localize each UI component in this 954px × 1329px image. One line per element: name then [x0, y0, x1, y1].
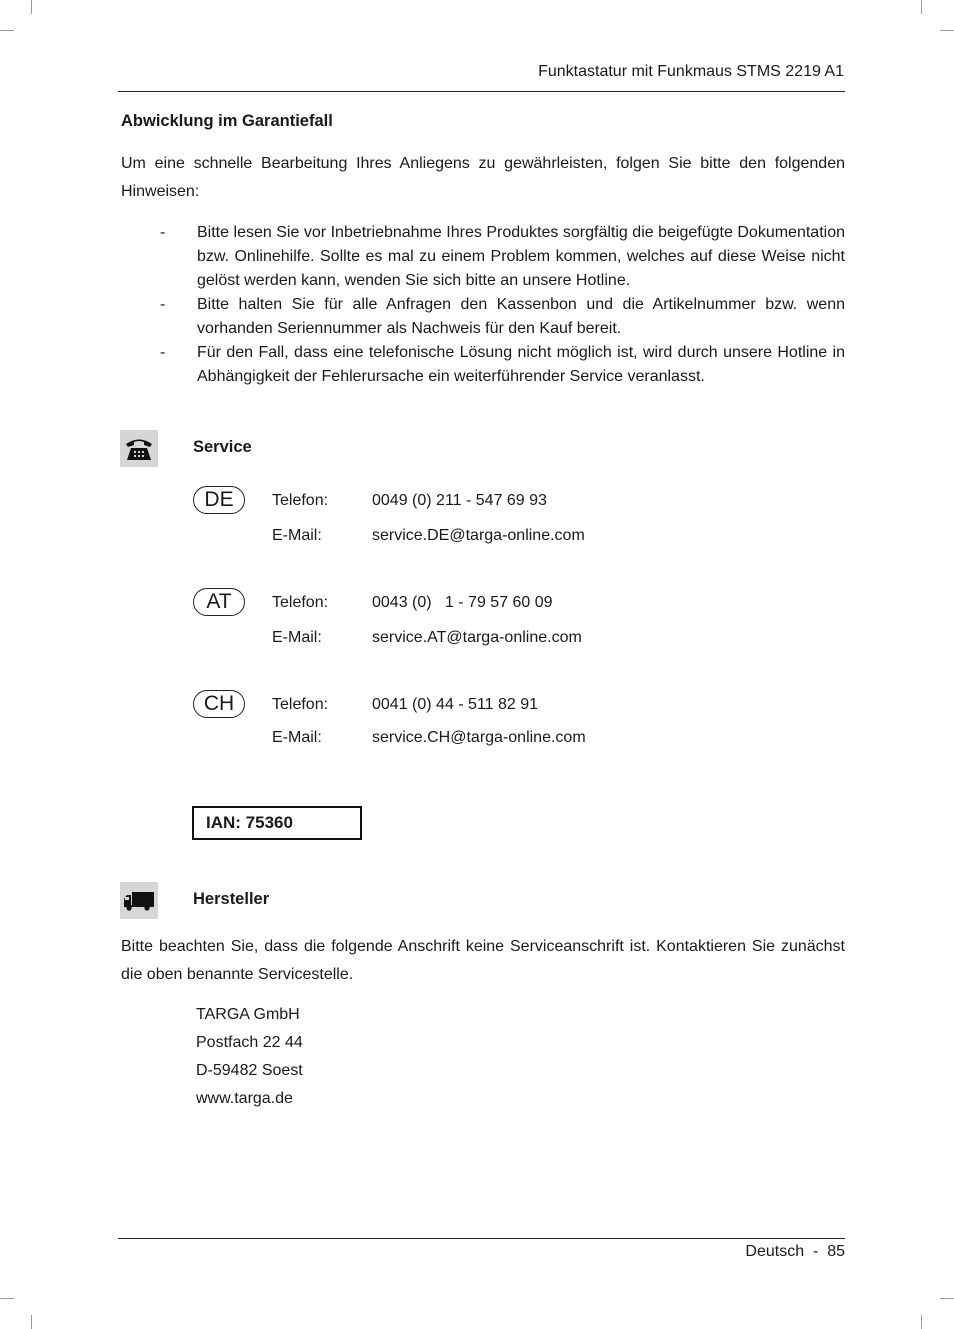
list-item: [160, 341, 845, 389]
crop-mark: [940, 30, 954, 31]
crop-mark: [0, 30, 14, 31]
crop-mark: [921, 0, 922, 14]
footer-separator: -: [812, 1243, 819, 1260]
warranty-bullet-list: [160, 221, 845, 389]
manufacturer-note: Bitte beachten Sie, dass die folgende Anschrift keine Serviceanschrift ist. Kontaktieren Sie zunächst die oben benannte Servicestelle.: [121, 938, 845, 983]
page-header-title: Funktastatur mit Funkmaus STMS 2219 A1: [538, 63, 844, 80]
warranty-intro: Um eine schnelle Bearbeitung Ihres Anliegens zu gewährleisten, folgen Sie bitte den folgenden Hinweisen:: [121, 155, 845, 200]
email-label: E-Mail:: [272, 729, 322, 746]
country-badge-ch: CH: [193, 690, 245, 718]
country-badge-de: DE: [193, 486, 245, 514]
footer-language: Deutsch: [745, 1243, 805, 1260]
list-item: [160, 221, 845, 293]
header-rule: [118, 91, 845, 92]
country-badge-at: AT: [193, 588, 245, 616]
phone-number-de: 0049 (0) 211 - 547 69 93: [372, 492, 547, 509]
crop-mark: [0, 1298, 14, 1299]
phone-label: Telefon:: [272, 594, 329, 611]
page-footer: [745, 1243, 845, 1261]
service-heading: Service: [193, 438, 252, 456]
crop-mark: [31, 0, 32, 14]
page-number: 85: [827, 1243, 845, 1260]
warranty-heading: Abwicklung im Garantiefall: [121, 112, 333, 130]
phone-label: Telefon:: [272, 492, 329, 509]
email-ch[interactable]: service.CH@targa-online.com: [372, 729, 586, 746]
telephone-icon: [120, 430, 158, 467]
bullet-dash: -: [160, 344, 166, 361]
crop-mark: [940, 1298, 954, 1299]
email-label: E-Mail:: [272, 629, 322, 646]
crop-mark: [31, 1315, 32, 1329]
bullet-text: Für den Fall, dass eine telefonische Lösung nicht möglich ist, wird durch unsere Hotline in Abhängigkeit der Fehlerursache ein weiterführender Service veranlasst.: [197, 344, 845, 385]
address-line-pobox: Postfach 22 44: [196, 1034, 303, 1051]
list-item: [160, 293, 845, 341]
bullet-dash: -: [160, 296, 166, 313]
address-line-company: TARGA GmbH: [196, 1006, 300, 1023]
ian-box: IAN: 75360: [192, 806, 362, 840]
phone-label: Telefon:: [272, 696, 329, 713]
phone-number-at: 0043 (0) 1 - 79 57 60 09: [372, 594, 553, 611]
crop-mark: [921, 1315, 922, 1329]
address-line-city: D-59482 Soest: [196, 1062, 303, 1079]
email-label: E-Mail:: [272, 527, 322, 544]
email-de[interactable]: service.DE@targa-online.com: [372, 527, 585, 544]
manufacturer-heading: Hersteller: [193, 890, 270, 908]
truck-icon: [120, 882, 158, 919]
email-at[interactable]: service.AT@targa-online.com: [372, 629, 582, 646]
website-link[interactable]: www.targa.de: [196, 1090, 293, 1107]
bullet-text: Bitte halten Sie für alle Anfragen den Kassenbon und die Artikelnummer bzw. wenn vorhanden Seriennummer als Nachweis für den Kauf bereit.: [197, 296, 845, 337]
bullet-text: Bitte lesen Sie vor Inbetriebnahme Ihres Produktes sorgfältig die beigefügte Dokumentation bzw. Onlinehilfe. Sollte es mal zu einem Problem kommen, welches auf diese Weise nicht gelöst werden kann, wenden Sie sich bitte an unsere Hotline.: [197, 224, 845, 289]
phone-number-ch: 0041 (0) 44 - 511 82 91: [372, 696, 539, 713]
bullet-dash: -: [160, 224, 166, 241]
footer-rule: [118, 1238, 845, 1239]
